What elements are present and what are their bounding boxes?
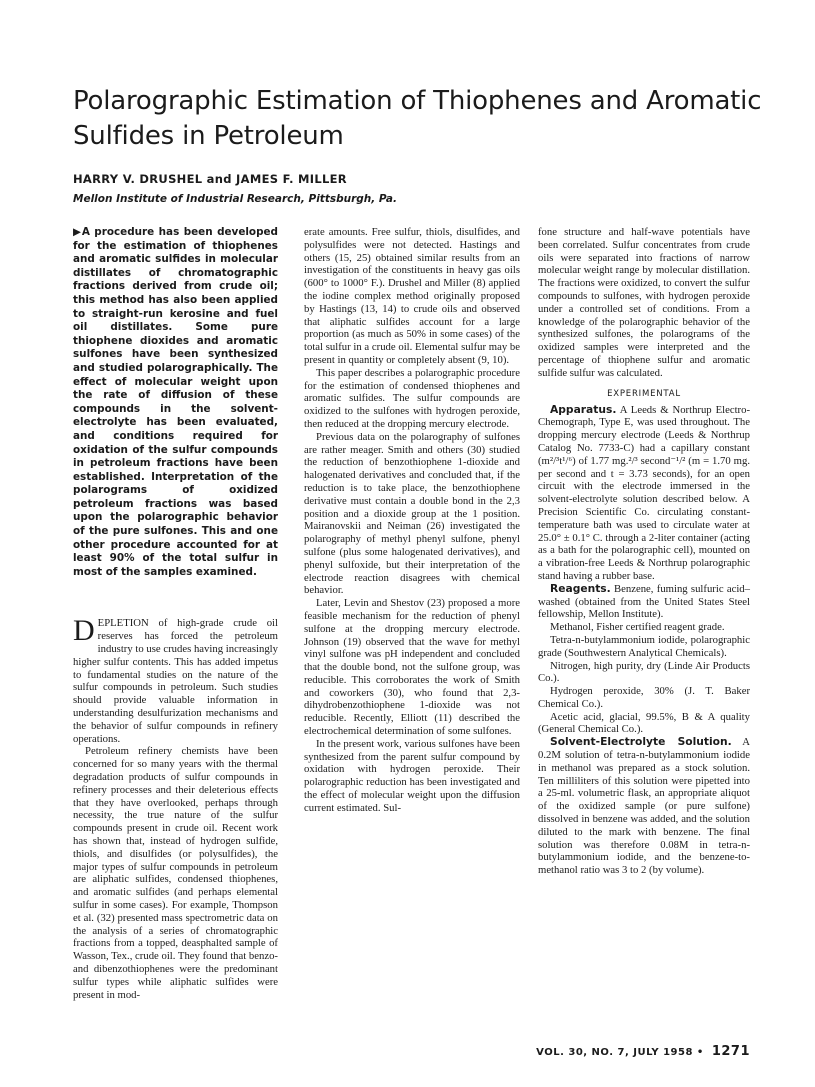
body-paragraph: Petroleum refinery chemists have been concerned for so many years with the thermal degradation products of sulfur compounds in refinery processes and their deleterious effects that they have overlooked, perhaps through necessity, the true nature of the sulfur compounds present in crude oil. Recent work has shown that, instead of hydrogen sulfide, thiols, and disulfides (or polysulfides), the major types of sulfur compounds in petroleum are aliphatic sulfides, condensed thiophenes, and aromatic sulfides (and perhaps elemental sulfur in some cases). For example, Thompson et al. (32) presented mass spectrometric data on the analysis of a series of chromatographic fractions from a topped, deasphalted sample of Wasson, Tex., crude oil. They found that benzo- and dibenzothiophenes were the predominant sulfur types while aliphatic sulfides were present in mod- <box>73 745 278 1001</box>
reagent-item: Acetic acid, glacial, 99.5%, B & A quality (General Chemical Co.). <box>538 710 750 736</box>
body-paragraph: Later, Levin and Shestov (23) proposed a more feasible mechanism for the reduction of phenyl sulfone at the dropping mercury electrode. Johnson (19) observed that the wave for methyl vinyl sulfone was pH independent and concluded that the double bond, not the sulfone group, was reducible. This corroborates the work of Smith and coworkers (30), who found that 2,3-dihydrobenzothiophene 1-dioxide was not reducible. Recently, Elliott (11) described the electrochemical determination of some sulfones. <box>304 597 520 738</box>
affiliation-line: Mellon Institute of Industrial Research, Pittsburgh, Pa. <box>73 193 397 205</box>
run-in-heading: Apparatus. <box>550 402 617 416</box>
article-title: Polarographic Estimation of Thiophenes and Aromatic Sulfides in Petroleum <box>73 86 762 151</box>
column-2 <box>304 226 520 815</box>
run-in-heading: Solvent-Electrolyte Solution. <box>550 735 732 749</box>
reagent-item: Methanol, Fisher certified reagent grade. <box>550 621 725 634</box>
journal-citation: VOL. 30, NO. 7, JULY 1958 <box>536 1047 693 1058</box>
author-line: HARRY V. DRUSHEL and JAMES F. MILLER <box>73 172 347 186</box>
body-paragraph: fone structure and half-wave potentials have been correlated. Sulfur concentrates from crude oils were separated into fractions of narrow molecular weight range by molecular distillation. The fractions were oxidized, to convert the sulfur compounds to sulfones, with hydrogen peroxide under a controlled set of conditions. From a knowledge of the polarographic behavior of the synthesized sulfones, the polarograms of the oxidized samples were interpreted and the percentage of thiophene sulfur and aromatic sulfide sulfur was calculated. <box>538 226 750 379</box>
page-number: 1271 <box>711 1044 750 1059</box>
intro-paragraph <box>73 614 278 745</box>
reagents-paragraph <box>538 583 750 621</box>
paragraph-text: Benzene, fuming sulfuric acid–washed (obtained from the United States Steel fellowship, Mellon Institute). <box>538 582 750 621</box>
body-paragraph: Previous data on the polarography of sulfones are rather meager. Smith and others (30) studied the reduction of benzothiophene 1-dioxide and halogenated derivatives and concluded that, if the reduction is to take place, the benzothiophene derivative must contain a double bond in the 2,3 position and a dioxide group at the 1 position. Mairanovskii and Neiman (26) investigated the polarography of methyl phenyl sulfone, phenyl sulfone (plus some halogenated derivatives), and phenyl sulfoxide, but their interpretation of the electrode reaction disagrees with chemical behavior. <box>304 430 520 597</box>
section-heading-experimental: EXPERIMENTAL <box>607 388 681 399</box>
body-paragraph: In the present work, various sulfones have been synthesized from the parent sulfur compound by oxidation with hydrogen peroxide. Their polarographic reduction has been investigated and the effect of molecular weight upon the diffusion current estimated. Sul- <box>304 737 520 814</box>
reagent-item: Nitrogen, high purity, dry (Linde Air Products Co.). <box>538 659 750 685</box>
solvent-paragraph <box>538 736 750 877</box>
page-footer <box>528 1044 750 1059</box>
body-paragraph: erate amounts. Free sulfur, thiols, disulfides, and polysulfides were not detected. Hastings and others (15, 25) obtained similar results from an investigation of the constituents in heavy gas oils (600° to 1000° F.). Drushel and Miller (8) applied the iodine complex method originally proposed by Hastings (13, 14) to crude oils and observed that aliphatic sulfides account for a large proportion (as much as 50% in some cases) of the total sulfur in a crude oil. Elemental sulfur may be present in quantity or completely absent (9, 10). <box>304 226 520 366</box>
paragraph-text: A Leeds & Northrup Electro-Chemograph, Type E, was used throughout. The dropping mercury electrode (Leeds & Northrup Catalog No. 7733-C) had a capillary constant (m²/³t¹/⁶) of 1.77 mg.²/³ second⁻¹/² (m = 1.70 mg. per second and t = 3.73 seconds), for an open circuit with the electrode immersed in the solvent-electrolyte solution described below. A Precision Scientific Co. circulating constant-temperature bath was used to circulate water at 25.0° ± 0.1° C. through a 2-liter container (acting as a bath for the polarographic cell), mounted on a vibration-free Leeds & Northrup polarographic stand having a rubber base. <box>538 403 750 582</box>
intro-text: of high-grade crude oil reserves has forced the petroleum industry to use crudes having increasingly higher sulfur contents. This has added impetus to fundamental studies on the nature of the sulfur compounds in petroleum. Such studies should provide valuable information in understanding desulfurization mechanisms and the behavior of sulfur compounds in refinery operations. <box>73 617 278 745</box>
column-3 <box>538 226 750 877</box>
footer-bullet: • <box>696 1047 704 1058</box>
paragraph-text: A 0.2M solution of tetra-n-butylammonium iodide in methanol was prepared as a stock solution. Ten milliliters of this solution were pipetted into a 25-ml. volumetric flask, an appropriate aliquot of the oxidized sample (or pure sulfone) dissolved in benzene was added, and the solution diluted to the mark with benzene. The final solution was therefore 0.08M in tetra-n-butylammonium iodide, and the benzene-to-methanol ratio was 3 to 2 (by volume). <box>538 736 750 877</box>
apparatus-paragraph <box>538 404 750 583</box>
drop-cap: D <box>73 614 95 648</box>
abstract: ▶A procedure has been developed for the estimation of thiophenes and aromatic sulfides in molecular distillates of chromatographic fractions derived from crude oil; this method has also been applied to straight-run kerosine and fuel oil distillates. Some pure thiophene dioxides and aromatic sulfones have been synthesized and studied polarographically. The effect of molecular weight upon the rate of diffusion of these compounds in the solvent-electrolyte has been evaluated, and conditions required for oxidation of the sulfur compounds in petroleum fractions have been established. Interpretation of the polarograms of oxidized petroleum fractions was based upon the polarographic behavior of the pure sulfones. This and one other procedure accounted for at least 90% of the total sulfur in most of the samples examined. <box>73 226 278 578</box>
reagent-item: Tetra-n-butylammonium iodide, polarographic grade (Southwestern Analytical Chemicals). <box>538 633 750 659</box>
body-paragraph: This paper describes a polarographic procedure for the estimation of condensed thiophenes and aromatic sulfides. The sulfur compounds are oxidized to the sulfones with hydrogen peroxide, then reduced at the dropping mercury electrode. <box>304 366 520 430</box>
run-in-heading: Reagents. <box>550 581 611 595</box>
reagent-item: Hydrogen peroxide, 30% (J. T. Baker Chemical Co.). <box>538 685 750 710</box>
column-1 <box>73 226 278 1001</box>
intro-smallcaps: EPLETION <box>97 617 149 630</box>
